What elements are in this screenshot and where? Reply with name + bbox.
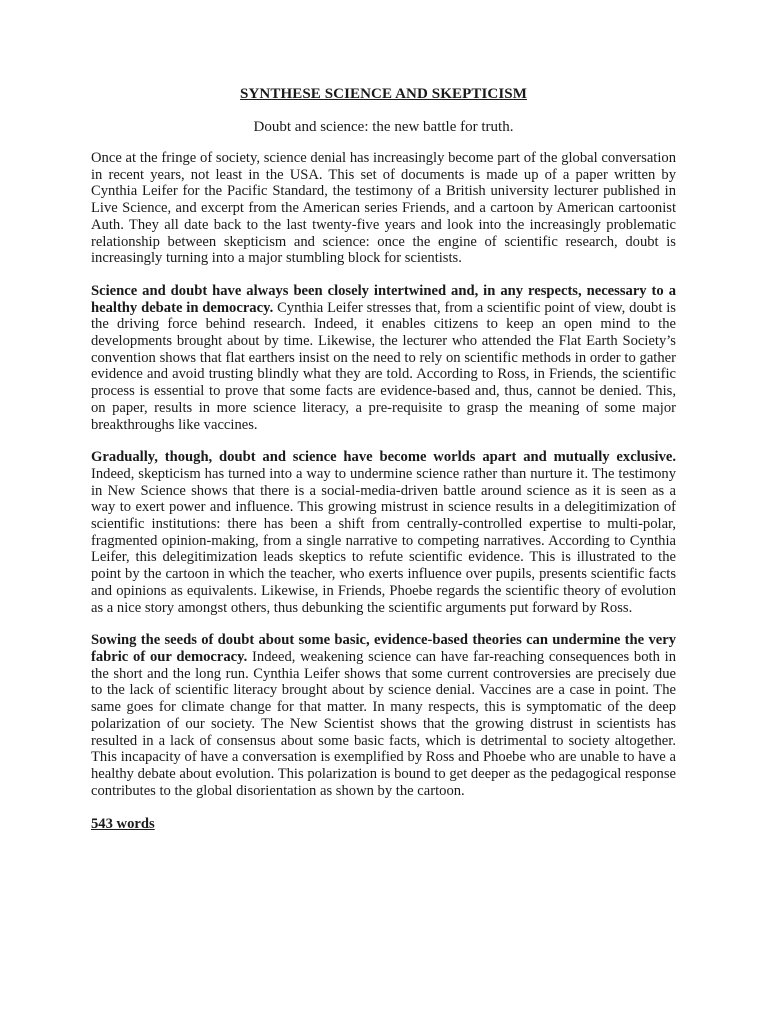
paragraph-body: Indeed, skepticism has turned into a way to undermine science rather than nurture it. The testimony in New Science shows that there is a social-media-driven battle around science as it is seen as a way to exert power and influence. This growing mistrust in science results in a delegitimization of scientific institutions: there has been a shift from centrally-controlled expertise to multi-polar, fragmented opinion-making, from a single narrative to competing narratives. According to Cynthia Leifer, this delegitimization leads skeptics to refute scientific evidence. This is illustrated to the point by the cartoon in which the teacher, who exerts influence over pupils, presents scientific facts and opinions as equivalents. Likewise, in Friends, Phoebe regards the scientific theory of evolution as a nice story amongst others, thus debunking the scientific arguments put forward by Ross. — [91, 465, 676, 616]
paragraph-lead: Sowing the seeds of doubt about some basic, evidence-based theories can undermine the very fabric of our democracy. — [91, 632, 676, 665]
paragraph-intro — [91, 150, 676, 267]
paragraph-body: Cynthia Leifer stresses that, from a scientific point of view, doubt is the driving force behind research. Indeed, it enables citizens to keep an open mind to the developments brought about by time. Likewise, the lecturer who attended the Flat Earth Society’s convention shows that flat earthers insist on the need to rely on scientific methods in order to gather evidence and avoid trusting blindly what they are told. According to Ross, in Friends, the scientific process is essential to prove that some facts are evidence-based and, thus, cannot be denied. This, on paper, results in more science literacy, a pre-requisite to grasp the meaning of some major breakthroughs like vaccines. — [91, 299, 676, 433]
document-subtitle: Doubt and science: the new battle for truth. — [253, 119, 514, 135]
paragraph-part-1 — [91, 283, 676, 433]
word-count: 543 words — [91, 816, 155, 833]
paragraph-part-2 — [91, 449, 676, 616]
paragraph-lead: Gradually, though, doubt and science have become worlds apart and mutually exclusive. — [91, 449, 676, 466]
paragraph-body: Indeed, weakening science can have far-reaching consequences both in the short and the long run. Cynthia Leifer shows that some current controversies are precisely due to the lack of scientific literacy brought about by science denial. Vaccines are a case in point. The same goes for climate change for that matter. In many respects, this is symptomatic of the deep polarization of our society. The New Scientist shows that the growing distrust in scientists has resulted in a lack of consensus about some basic facts, which is detrimental to society altogether. This incapacity of have a conversation is exemplified by Ross and Phoebe who are unable to have a healthy debate about evolution. This polarization is bound to get deeper as the pedagogical response contributes to the global disorientation as shown by the cartoon. — [91, 648, 676, 799]
paragraph-body: Once at the fringe of society, science denial has increasingly become part of the global conversation in recent years, not least in the USA. This set of documents is made up of a paper written by Cynthia Leifer for the Pacific Standard, the testimony of a British university lecturer published in Live Science, and excerpt from the American series Friends, and a cartoon by American cartoonist Auth. They all date back to the last twenty-five years and look into the increasingly problematic relationship between skepticism and science: once the engine of scientific research, doubt is increasingly turning into a major stumbling block for scientists. — [91, 150, 676, 267]
paragraph-lead: Science and doubt have always been closely intertwined and, in any respects, necessary to a healthy debate in democracy. — [91, 282, 676, 316]
document-page — [91, 84, 676, 833]
document-title: SYNTHESE SCIENCE AND SKEPTICISM — [240, 86, 527, 102]
paragraph-part-3 — [91, 632, 676, 799]
